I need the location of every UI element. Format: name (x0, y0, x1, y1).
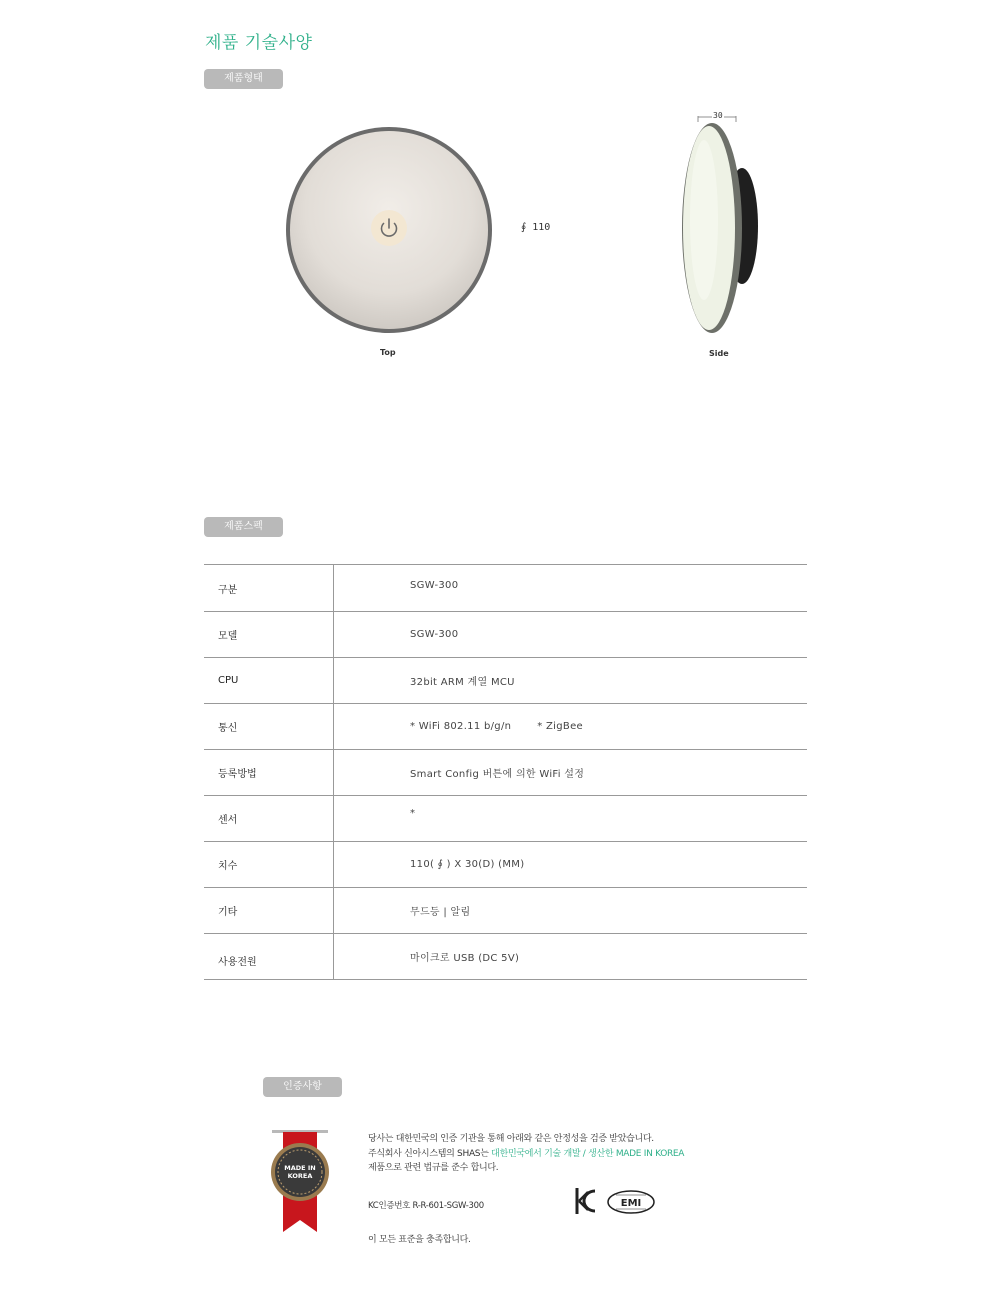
spec-label: 기타 (204, 888, 334, 933)
spec-row (204, 888, 807, 934)
spec-label: 구분 (204, 565, 334, 611)
cert-line2-prefix: 주식회사 신아시스템의 SHAS는 (368, 1148, 492, 1159)
spec-value-zigbee: * ZigBee (537, 721, 583, 732)
spec-label: 치수 (204, 842, 334, 887)
cert-description (368, 1132, 684, 1176)
spec-row (204, 612, 807, 658)
spec-label: 센서 (204, 796, 334, 841)
cert-line1: 당사는 대한민국의 인증 기관을 통해 아래와 같은 안정성을 검증 받았습니다. (368, 1134, 654, 1144)
emi-mark-icon (606, 1189, 656, 1215)
cert-line2 (368, 1147, 684, 1162)
spec-value: 110( ∮ ) X 30(D) (MM) (410, 859, 525, 870)
spec-value: SGW-300 (410, 629, 459, 640)
spec-row (204, 934, 807, 980)
spec-label: 통신 (204, 704, 334, 749)
top-view-caption: Top (380, 348, 396, 357)
spec-value: SGW-300 (410, 580, 459, 591)
spec-label: 사용전원 (204, 934, 334, 979)
spec-value-wifi: * WiFi 802.11 b/g/n (410, 721, 512, 732)
spec-row (204, 658, 807, 704)
device-top-view (284, 125, 494, 335)
depth-label: 30 (713, 111, 723, 120)
kc-mark-icon (574, 1186, 598, 1216)
spec-value: 마이크로 USB (DC 5V) (410, 953, 520, 964)
standards-note: 이 모든 표준을 충족합니다. (368, 1235, 471, 1245)
spec-label: 모델 (204, 612, 334, 657)
spec-table (204, 564, 807, 980)
spec-value: 32bit ARM 계열 MCU (410, 677, 515, 688)
cert-line3: 제품으로 관련 법규를 준수 합니다. (368, 1163, 499, 1173)
badge-line1: MADE IN (284, 1164, 316, 1172)
spec-row (204, 750, 807, 796)
device-side-view (676, 108, 766, 348)
spec-row (204, 842, 807, 888)
spec-row (204, 704, 807, 750)
spec-row (204, 565, 807, 612)
spec-value: * (410, 808, 416, 819)
page-title: 제품 기술사양 (205, 33, 313, 53)
emi-label: EMI (620, 1198, 642, 1209)
section-label-spec: 제품스펙 (204, 517, 283, 537)
section-label-form: 제품형태 (204, 69, 283, 89)
side-view-caption: Side (709, 349, 729, 358)
diameter-label: ∮ 110 (521, 222, 551, 233)
badge-line2: KOREA (287, 1172, 313, 1180)
made-in-korea-badge (266, 1128, 334, 1236)
spec-label: 등록방법 (204, 750, 334, 795)
spec-row (204, 796, 807, 842)
section-label-cert: 인증사항 (263, 1077, 342, 1097)
kc-number: KC인증번호 R-R-601-SGW-300 (368, 1201, 484, 1211)
cert-line2-highlight: 대한민국에서 기술 개발 / 생산한 MADE IN KOREA (491, 1148, 685, 1159)
spec-label: CPU (204, 658, 334, 703)
spec-value: 무드등 | 알림 (410, 907, 471, 918)
spec-value (334, 704, 807, 749)
spec-value: Smart Config 버튼에 의한 WiFi 설정 (410, 769, 585, 780)
